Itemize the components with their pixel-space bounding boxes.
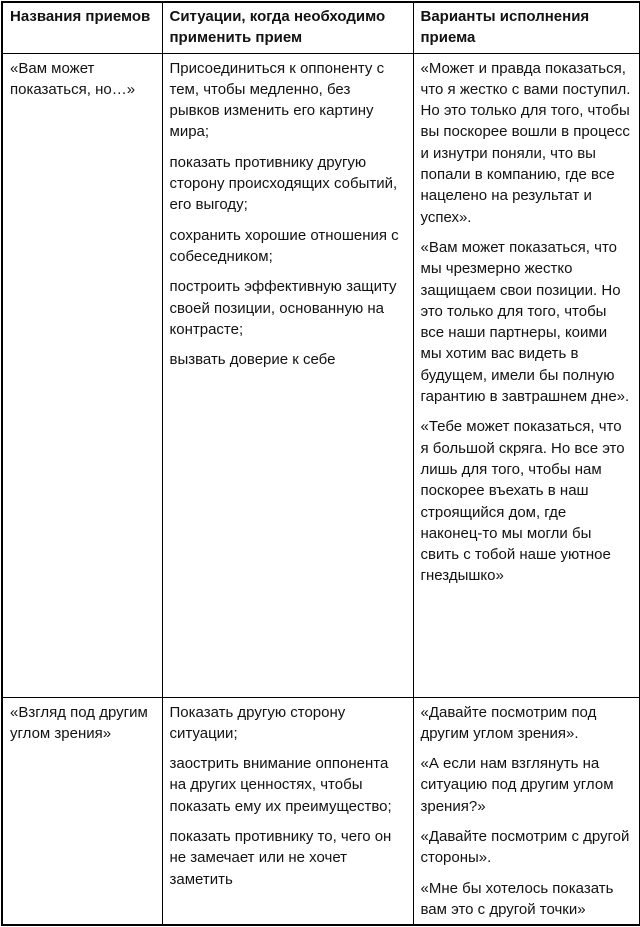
technique-name: «Вам может показаться, но…» [10, 59, 136, 98]
variant-quote: «Давайте посмотрим с другой стороны». [420, 828, 630, 867]
variant-quote: «А если нам взглянуть на ситуацию под другим углом зрения?» [420, 755, 614, 815]
header-cell-situations: Ситуации, когда необходимо применить прием [162, 2, 413, 53]
technique-name: «Взгляд под другим углом зрения» [10, 703, 148, 742]
situation-item: Присоединиться к оппоненту с тем, чтобы медленно, без рывков изменить его картину мира; [169, 59, 385, 141]
situation-item: Показать другую сторону ситуации; [169, 703, 346, 742]
header-cell-variants: Варианты исполнения приема [413, 2, 640, 53]
technique-name-cell [2, 697, 162, 925]
header-cell-technique-names: Названия приемов [2, 2, 162, 53]
situations-cell [162, 697, 413, 925]
situation-item: построить эффективную защиту своей позиции, основанную на контрасте; [169, 278, 397, 338]
variant-quote: «Может и правда показаться, что я жестко с вами поступил. Но это только для того, чтобы вы поскорее вошли в процесс и изнутри поняли, что вы попали в компанию, где все нацелено на результат и успех». [420, 59, 631, 226]
technique-name-cell [2, 53, 162, 697]
situation-item: сохранить хорошие отношения с собеседником; [169, 226, 399, 265]
situation-item: заострить внимание оппонента на других ценностях, чтобы показать ему их преимущество; [169, 755, 392, 815]
header-row [2, 2, 640, 53]
situation-item: показать противнику другую сторону происходящих событий, его выгоду; [169, 153, 398, 214]
situation-item: показать противнику то, чего он не замечает или не хочет заметить [169, 828, 392, 888]
techniques-table [1, 1, 640, 926]
table-row [2, 53, 640, 697]
variant-quote: «Мне бы хотелось показать вам это с другой точки» [420, 879, 614, 918]
situations-cell [162, 53, 413, 697]
variant-quote: «Вам может показаться, что мы чрезмерно жестко защищаем свои позиции. Но это только для того, чтобы все наши партнеры, коими мы хотим вас видеть в будущем, имели бы полную гарантию в завтрашнем дне». [420, 238, 630, 406]
variants-cell [413, 697, 640, 925]
variants-cell [413, 53, 640, 697]
variant-quote: «Давайте посмотрим под другим углом зрения». [420, 703, 597, 742]
table-row [2, 697, 640, 925]
variant-quote: «Тебе может показаться, что я большой скряга. Но все это лишь для того, чтобы нам поскорее въехать в наш строящийся дом, где наконец-то мы могли бы свить с тобой наше уютное гнездышко» [420, 418, 625, 585]
situation-item: вызвать доверие к себе [169, 351, 336, 369]
